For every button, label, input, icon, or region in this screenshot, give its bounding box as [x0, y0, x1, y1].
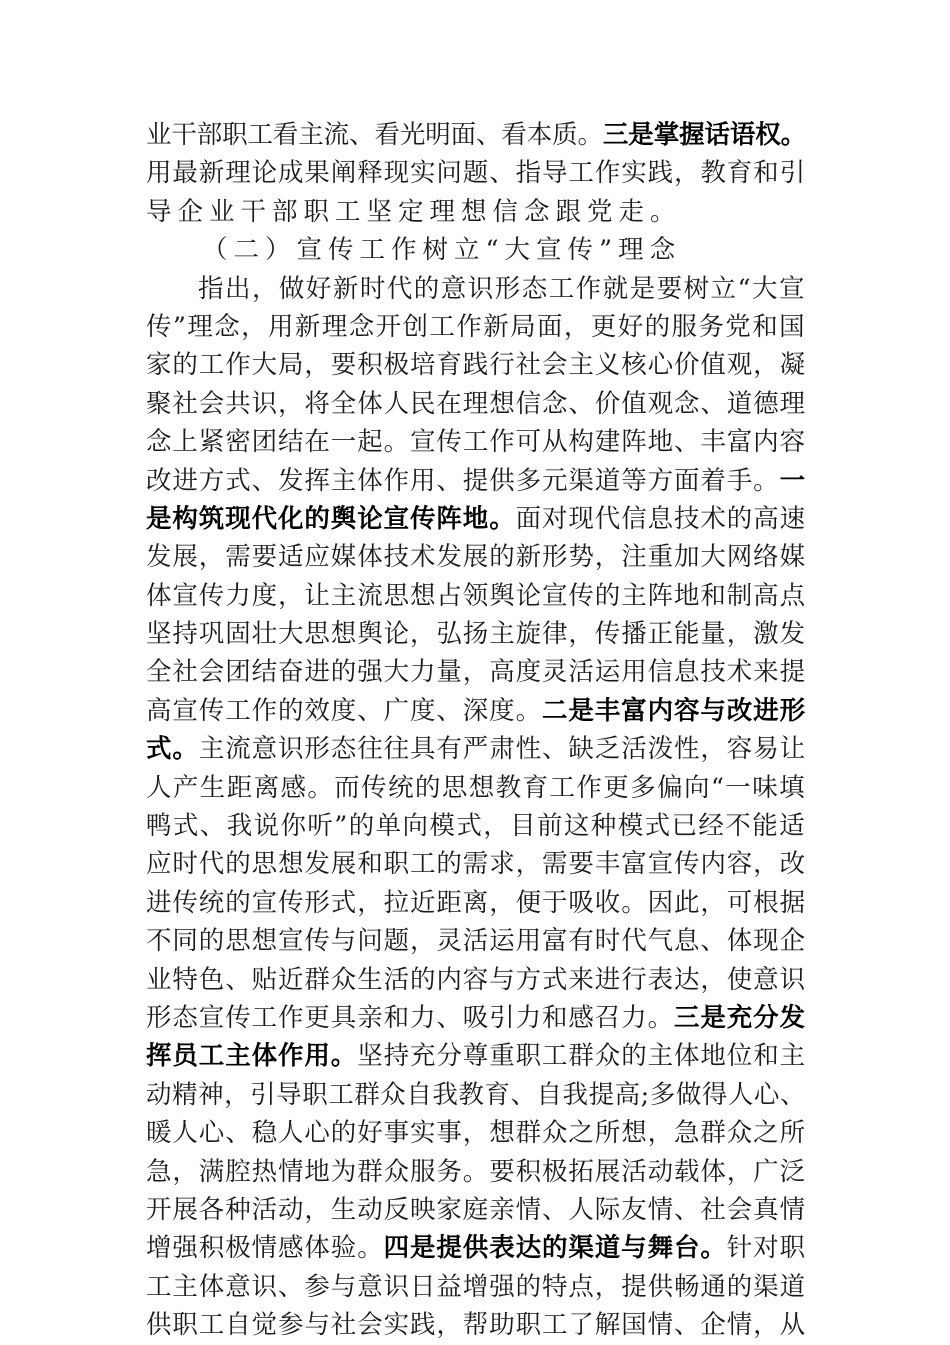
text-line	[146, 116, 806, 154]
text-line	[146, 1191, 806, 1229]
text-line	[146, 653, 806, 691]
text-line	[146, 154, 806, 192]
text-segment: 用最新理论成果阐释现实问题、指导工作实践，教育和引	[146, 158, 806, 189]
text-segment: （二）宣传工作树立“大宣传”理念	[202, 235, 682, 266]
text-line	[146, 884, 806, 922]
text-segment: 应时代的思想发展和职工的需求，需要丰富宣传内容，改	[146, 849, 806, 880]
text-segment: 业干部职工看主流、看光明面、看本质。	[146, 120, 603, 150]
text-line	[146, 922, 806, 960]
text-line	[146, 692, 806, 730]
text-line	[146, 577, 806, 615]
text-line	[146, 385, 806, 423]
text-segment: 面对现代信息技术的高速	[515, 503, 806, 534]
text-segment: 坚持充分尊重职工群众的主体地位和主	[357, 1041, 806, 1072]
text-segment: 指出，做好新时代的意识形态工作就是要树立“大宣	[198, 273, 806, 304]
text-line	[146, 845, 806, 883]
text-line	[146, 500, 806, 538]
text-segment: 开展各种活动，生动反映家庭亲情、人际友情、社会真情	[146, 1194, 806, 1225]
text-line	[146, 538, 806, 576]
text-segment: 聚社会共识，将全体人民在理想信念、价值观念、道德理	[146, 388, 806, 419]
text-segment: 主流意识形态往往具有严肃性、缺乏活泼性，容易让	[198, 734, 806, 765]
text-line	[146, 1037, 806, 1075]
text-segment: 全社会团结奋进的强大力量，高度灵活运用信息技术来提	[146, 657, 806, 688]
text-segment: 急，满腔热情地为群众服务。要积极拓展活动载体，广泛	[146, 1156, 806, 1187]
text-line	[146, 1306, 806, 1344]
text-segment: 体宣传力度，让主流思想占领舆论宣传的主阵地和制高点	[146, 580, 806, 611]
text-segment: 进传统的宣传形式，拉近距离，便于吸收。因此，可根据	[146, 887, 806, 918]
text-line	[146, 346, 806, 384]
bold-text: 一	[779, 465, 806, 496]
text-segment: 高宣传工作的效度、广度、深度。	[146, 695, 542, 726]
text-line	[146, 1114, 806, 1152]
text-line	[146, 1076, 806, 1114]
text-line	[146, 1229, 806, 1267]
text-segment: 针对职	[726, 1233, 806, 1264]
text-segment: 坚持巩固壮大思想舆论，弘扬主旋律，传播正能量，激发	[146, 619, 806, 650]
text-line	[146, 193, 806, 231]
bold-text: 二是丰富内容与改进形	[541, 695, 806, 726]
bold-text: 三是充分发	[673, 1002, 806, 1033]
bold-text: 四是提供表达的渠道与舞台。	[383, 1233, 727, 1264]
text-line	[146, 730, 806, 768]
text-segment: 改进方式、发挥主体作用、提供多元渠道等方面着手。	[146, 465, 780, 496]
text-segment: 传”理念，用新理念开创工作新局面，更好的服务党和国	[146, 311, 806, 342]
bold-text: 是构筑现代化的舆论宣传阵地。	[146, 503, 516, 534]
text-segment: 增强积极情感体验。	[146, 1233, 384, 1264]
text-segment: 导企业干部职工坚定理想信念跟党走。	[146, 196, 682, 227]
text-line	[146, 308, 806, 346]
text-line	[146, 462, 806, 500]
text-line	[146, 615, 806, 653]
text-line	[146, 961, 806, 999]
text-segment: 人产生距离感。而传统的思想教育工作更多偏向“一味填	[146, 772, 806, 803]
body-text	[146, 116, 806, 1345]
text-line	[146, 1153, 806, 1191]
bold-text: 三是掌握话语权。	[602, 120, 806, 150]
text-line	[146, 999, 806, 1037]
text-segment: 暖人心、稳人心的好事实事，想群众之所想，急群众之所	[146, 1118, 806, 1149]
text-segment: 供职工自觉参与社会实践，帮助职工了解国情、企情，从	[146, 1310, 806, 1341]
text-segment: 念上紧密团结在一起。宣传工作可从构建阵地、丰富内容	[146, 427, 806, 458]
text-line	[146, 807, 806, 845]
text-segment: 动精神，引导职工群众自我教育、自我提高;多做得人心、	[146, 1079, 806, 1110]
text-line	[146, 270, 806, 308]
text-line	[146, 423, 806, 461]
text-line	[146, 769, 806, 807]
bold-text: 挥员工主体作用。	[146, 1041, 358, 1072]
text-segment: 工主体意识、参与意识日益增强的特点，提供畅通的渠道	[146, 1271, 806, 1302]
text-segment: 业特色、贴近群众生活的内容与方式来进行表达，使意识	[146, 964, 806, 995]
bold-text: 式。	[146, 734, 199, 765]
text-segment: 形态宣传工作更具亲和力、吸引力和感召力。	[146, 1002, 674, 1033]
text-segment: 发展，需要适应媒体技术发展的新形势，注重加大网络媒	[146, 542, 806, 573]
text-segment: 鸭式、我说你听”的单向模式，目前这种模式已经不能适	[146, 811, 806, 842]
section-heading	[146, 231, 806, 269]
text-segment: 不同的思想宣传与问题，灵活运用富有时代气息、体现企	[146, 926, 806, 957]
text-line	[146, 1268, 806, 1306]
text-segment: 家的工作大局，要积极培育践行社会主义核心价值观，凝	[146, 350, 806, 381]
